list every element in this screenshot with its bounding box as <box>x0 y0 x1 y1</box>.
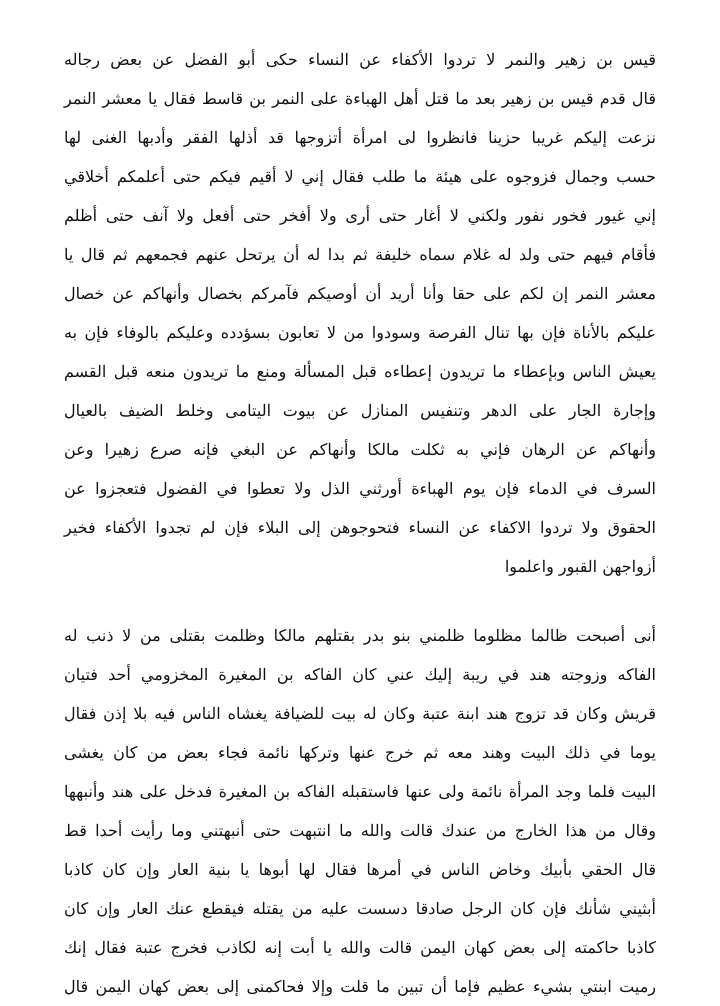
text-line: قريش وكان قد تزوج هند ابنة عتبة وكان له بيت للضيافة يغشاه الناس فيه بلا إذن فقال <box>64 704 656 723</box>
text-line: البيت فلما وجد المرأة نائمة ولى عنها فاستقبله الفاكه بن المغيرة فدخل على هند وأنبهها <box>64 782 656 801</box>
text-line: كاذبا حاكمته إلى بعض كهان اليمن قالت والله يا أبت إنه لكاذب فخرج عتبة فقال إنك <box>64 938 656 957</box>
text-line: أزواجهن القبور واعلموا <box>504 557 656 576</box>
paragraph-spacer <box>64 586 656 616</box>
text-line: الحقوق ولا تردوا الاكفاء عن النساء فتحوجوهن إلى البلاء فإن لم تجدوا الأكفاء فخير <box>64 518 656 537</box>
text-line: معشر النمر إن لكم على حقا وأنا أريد أن أوصيكم فآمركم بخصال وأنهاكم عن خصال <box>64 284 656 303</box>
text-line: عليكم بالأناة فإن بها تنال الفرصة وسودوا من لا تعابون بسؤدده وعليكم بالوفاء فإن به <box>64 323 656 342</box>
text-line: وقال من هذا الخارج من عندك قالت والله ما انتبهت حتى أنبهتني وما رأيت أحدا قط <box>64 821 656 840</box>
text-line: فأقام فيهم حتى ولد له غلام سماه خليفة ثم بدا له أن يرتحل عنهم فجمعهم ثم قال يا <box>64 245 656 264</box>
paragraph-1 <box>64 40 656 586</box>
text-line: يعيش الناس وبإعطاء ما تريدون إعطاءه قبل المسألة ومنع ما تريدون منعه قبل القسم <box>64 362 657 381</box>
text-line: وأنهاكم عن الرهان فإني به ثكلت مالكا وأنهاكم عن البغي فإنه صرع زهيرا وعن <box>64 440 656 459</box>
paragraph-2 <box>64 616 656 1006</box>
text-line: قال قدم قيس بن زهير بعد ما قتل أهل الهباءة على النمر بن قاسط فقال يا معشر النمر <box>64 89 656 108</box>
text-line: إني غيور فخور نفور ولكني لا أغار حتى أرى ولا أفخر حتى أفعل ولا آنف حتى أظلم <box>64 206 656 225</box>
text-line: رميت ابنتي بشيء عظيم فإما أن تبين ما قلت وإلا فحاكمنى إلى بعض كهان اليمن قال <box>64 977 656 996</box>
text-line: حسب وجمال فزوجوه على هيئة ما طلب فقال إني لا أقيم فيكم حتى أعلمكم أخلاقي <box>64 167 656 186</box>
text-line: قال الحقي بأبيك وخاض الناس في أمرها فقال لها أبوها يا بنية العار وإن كان كاذبا <box>64 860 657 879</box>
text-line: نزعت إليكم غريبا حزينا فانظروا لى امرأة أتزوجها قد أذلها الفقر وأدبها الغنى لها <box>64 128 656 147</box>
text-line: يوما في ذلك البيت وهند معه ثم خرج عنها وتركها نائمة فجاء بعض من كان يغشى <box>64 743 657 762</box>
text-line: وإجارة الجار على الدهر وتنفيس المنازل عن بيوت اليتامى وخلط الضيف بالعيال <box>64 401 657 420</box>
text-line: الفاكه وزوجته هند في ريبة إليك عني كان الفاكه بن المغيرة المخزومي أحد فتيان <box>64 665 656 684</box>
text-line: قيس بن زهير والنمر لا تردوا الأكفاء عن النساء حكى أبو الفضل عن بعض رجاله <box>64 50 656 69</box>
text-line: أبثيني شأنك فإن كان الرجل صادقا دسست عليه من يقتله فيقطع عنك العار وإن كان <box>64 899 656 918</box>
text-line: السرف في الدماء فإن يوم الهباءة أورثني الذل ولا تعطوا في الفضول فتعجزوا عن <box>64 479 656 498</box>
text-line: أنى أصبحت ظالما مظلوما ظلمني بنو بدر بقتلهم مالكا وظلمت بقتلى من لا ذنب له <box>64 626 656 645</box>
